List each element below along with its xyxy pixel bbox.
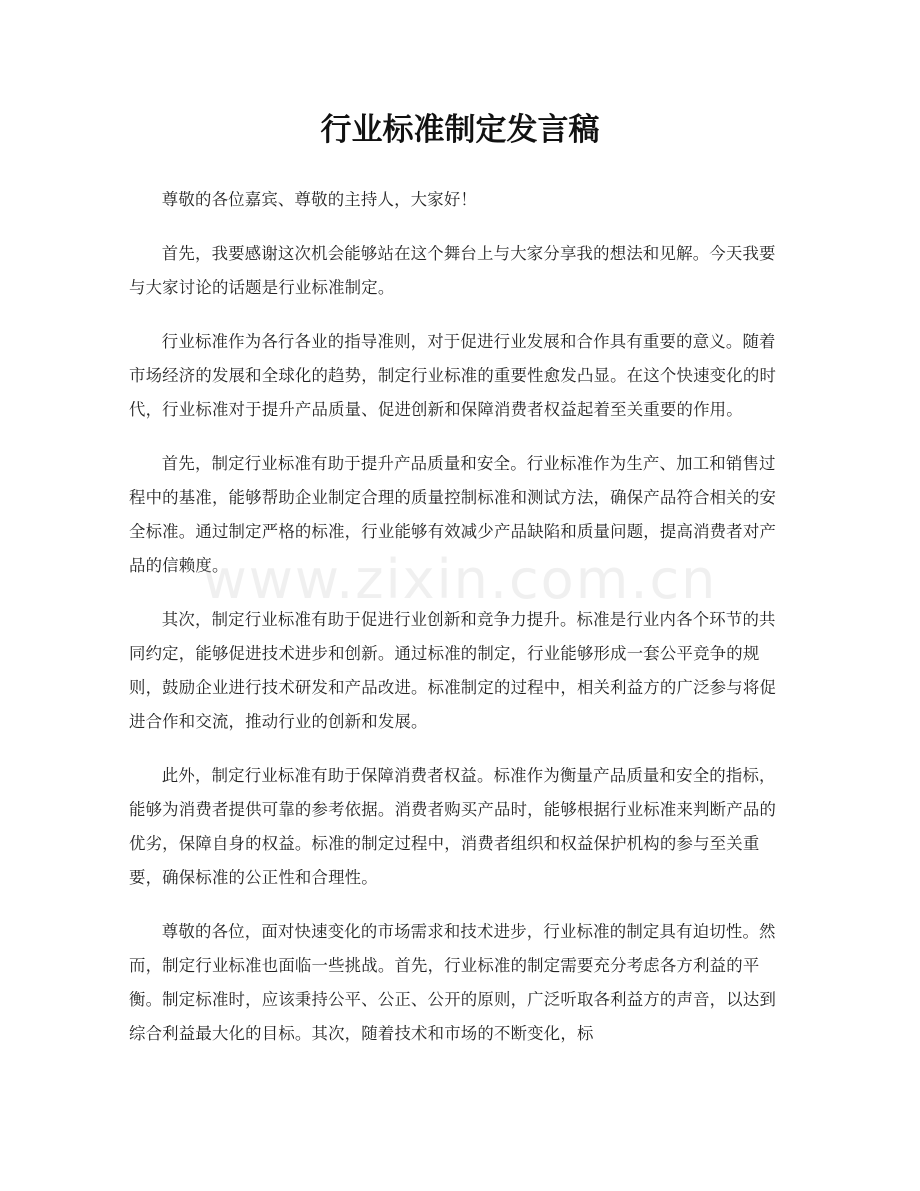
paragraph-challenges: 尊敬的各位，面对快速变化的市场需求和技术进步，行业标准的制定具有迫切性。然而，制定行业标准也面临一些挑战。首先，行业标准的制定需要充分考虑各方利益的平衡。制定标准时，应该秉持公平、公正、公开的原则，广泛听取各利益方的声音，以达到综合利益最大化的目标。其次，随着技术和市场的不断变化，标 xyxy=(129,922,777,1043)
document-body xyxy=(129,183,789,1071)
paragraph-consumer-rights: 此外，制定行业标准有助于保障消费者权益。标准作为衡量产品质量和安全的指标，能够为消费者提供可靠的参考依据。消费者购买产品时，能够根据行业标准来判断产品的优劣，保障自身的权益。标准的制定过程中，消费者组织和权益保护机构的参与至关重要，确保标准的公正性和合理性。 xyxy=(129,766,777,887)
document-title: 行业标准制定发言稿 xyxy=(320,112,600,148)
watermark: www.zixin.com.cn xyxy=(202,548,718,611)
paragraph-quality: 首先，制定行业标准有助于提升产品质量和安全。行业标准作为生产、加工和销售过程中的基准，能够帮助企业制定合理的质量控制标准和测试方法，确保产品符合相关的安全标准。通过制定严格的标准，行业能够有效减少产品缺陷和质量问题，提高消费者对产品的信赖度。 xyxy=(129,454,777,575)
paragraph-innovation: 其次，制定行业标准有助于促进行业创新和竞争力提升。标准是行业内各个环节的共同约定，能够促进技术进步和创新。通过标准的制定，行业能够形成一套公平竞争的规则，鼓励企业进行技术研发和产品改进。标准制定的过程中，相关利益方的广泛参与将促进合作和交流，推动行业的创新和发展。 xyxy=(129,610,777,731)
paragraph-intro: 首先，我要感谢这次机会能够站在这个舞台上与大家分享我的想法和见解。今天我要与大家讨论的话题是行业标准制定。 xyxy=(129,244,776,297)
paragraph-significance: 行业标准作为各行各业的指导准则，对于促进行业发展和合作具有重要的意义。随着市场经济的发展和全球化的趋势，制定行业标准的重要性愈发凸显。在这个快速变化的时代，行业标准对于提升产品质量、促进创新和保障消费者权益起着至关重要的作用。 xyxy=(129,332,777,419)
paragraph-greeting: 尊敬的各位嘉宾、尊敬的主持人，大家好！ xyxy=(161,190,478,209)
